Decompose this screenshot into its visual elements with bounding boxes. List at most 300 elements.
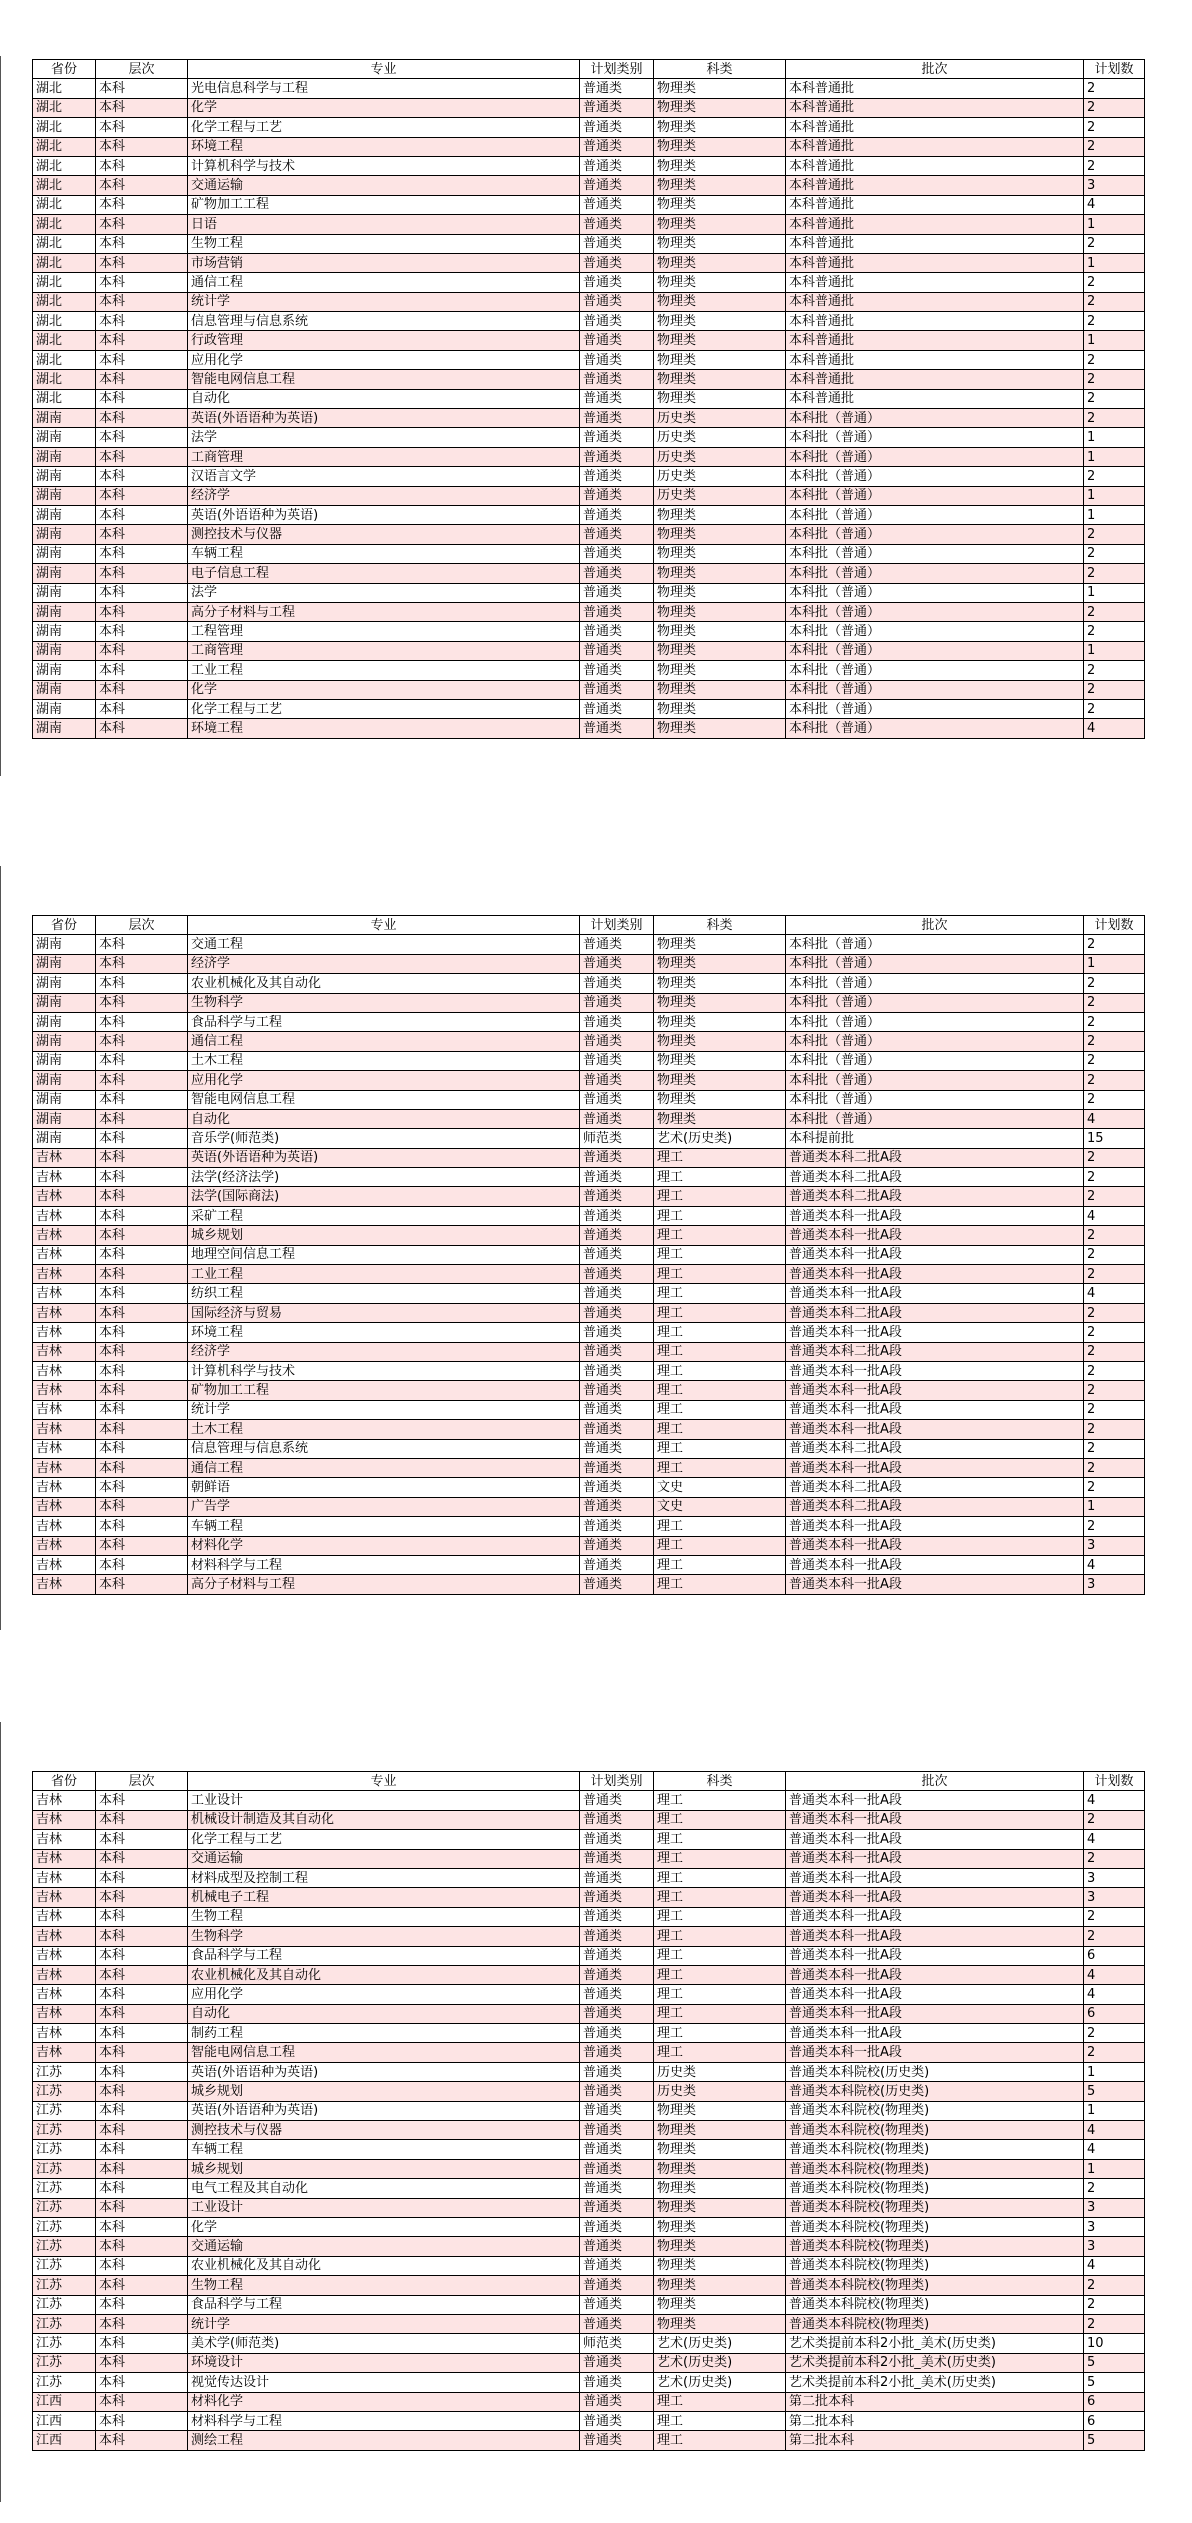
cell-plan-category: 普通类 [580, 176, 654, 195]
table-row [33, 1497, 1145, 1516]
cell-plan-category: 普通类 [580, 1420, 654, 1439]
cell-level: 本科 [96, 1284, 188, 1303]
cell-province: 湖北 [33, 79, 96, 98]
table-row [33, 564, 1145, 583]
cell-plan-category: 普通类 [580, 1090, 654, 1109]
cell-subject: 理工 [654, 1810, 786, 1829]
cell-province: 江苏 [33, 2353, 96, 2372]
cell-level: 本科 [96, 505, 188, 524]
cell-province: 湖南 [33, 428, 96, 447]
cell-batch: 本科批（普通） [786, 525, 1084, 544]
cell-level: 本科 [96, 2062, 188, 2081]
cell-province: 湖南 [33, 409, 96, 428]
table-row [33, 156, 1145, 175]
table-row [33, 993, 1145, 1012]
cell-plan-category: 普通类 [580, 1927, 654, 1946]
cell-province: 湖南 [33, 1051, 96, 1070]
cell-batch: 本科普通批 [786, 273, 1084, 292]
cell-plan-category: 普通类 [580, 98, 654, 117]
cell-major: 智能电网信息工程 [188, 2043, 580, 2062]
cell-plan-count: 2 [1084, 350, 1145, 369]
cell-batch: 普通类本科院校(物理类) [786, 2276, 1084, 2295]
cell-plan-category: 普通类 [580, 954, 654, 973]
cell-level: 本科 [96, 2276, 188, 2295]
cell-province: 吉林 [33, 1400, 96, 1419]
cell-major: 高分子材料与工程 [188, 1575, 580, 1594]
cell-major: 材料化学 [188, 1536, 580, 1555]
cell-major: 土木工程 [188, 1051, 580, 1070]
cell-province: 湖北 [33, 273, 96, 292]
sheet-page-1 [0, 38, 1192, 758]
column-header-province: 省份 [33, 1772, 96, 1791]
cell-major: 信息管理与信息系统 [188, 312, 580, 331]
cell-province: 江西 [33, 2411, 96, 2430]
cell-subject: 理工 [654, 1555, 786, 1574]
table-row [33, 1946, 1145, 1965]
cell-plan-category: 普通类 [580, 292, 654, 311]
cell-major: 环境工程 [188, 719, 580, 738]
cell-major: 矿物加工工程 [188, 1381, 580, 1400]
cell-plan-count: 2 [1084, 2043, 1145, 2062]
cell-subject: 理工 [654, 1148, 786, 1167]
cell-plan-count: 3 [1084, 1868, 1145, 1887]
cell-subject: 物理类 [654, 974, 786, 993]
cell-subject: 理工 [654, 2431, 786, 2450]
cell-subject: 物理类 [654, 2198, 786, 2217]
cell-province: 湖南 [33, 1129, 96, 1148]
cell-plan-count: 2 [1084, 1381, 1145, 1400]
cell-level: 本科 [96, 1439, 188, 1458]
table-row [33, 525, 1145, 544]
cell-batch: 普通类本科院校(物理类) [786, 2121, 1084, 2140]
column-header-subject: 科类 [654, 1772, 786, 1791]
cell-major: 工业设计 [188, 2198, 580, 2217]
cell-subject: 艺术(历史类) [654, 2373, 786, 2392]
cell-level: 本科 [96, 1265, 188, 1284]
cell-plan-count: 1 [1084, 215, 1145, 234]
cell-subject: 物理类 [654, 79, 786, 98]
cell-batch: 本科普通批 [786, 292, 1084, 311]
cell-plan-category: 普通类 [580, 1187, 654, 1206]
cell-plan-count: 4 [1084, 1830, 1145, 1849]
cell-batch: 本科普通批 [786, 79, 1084, 98]
table-row [33, 312, 1145, 331]
cell-batch: 艺术类提前本科2小批_美术(历史类) [786, 2334, 1084, 2353]
cell-plan-category: 普通类 [580, 1965, 654, 1984]
cell-plan-category: 普通类 [580, 79, 654, 98]
cell-province: 吉林 [33, 1381, 96, 1400]
table-row [33, 234, 1145, 253]
cell-level: 本科 [96, 2237, 188, 2256]
cell-subject: 理工 [654, 1439, 786, 1458]
cell-province: 吉林 [33, 1439, 96, 1458]
cell-plan-category: 普通类 [580, 2101, 654, 2120]
cell-major: 法学(经济法学) [188, 1168, 580, 1187]
cell-subject: 物理类 [654, 2256, 786, 2275]
cell-batch: 本科批（普通） [786, 1071, 1084, 1090]
cell-major: 法学 [188, 428, 580, 447]
page-edge-line [0, 1722, 1, 2502]
cell-province: 吉林 [33, 1361, 96, 1380]
cell-plan-count: 4 [1084, 1791, 1145, 1810]
cell-subject: 理工 [654, 1168, 786, 1187]
cell-major: 化学 [188, 98, 580, 117]
cell-plan-count: 2 [1084, 1265, 1145, 1284]
cell-batch: 普通类本科一批A段 [786, 1868, 1084, 1887]
column-header-batch: 批次 [786, 60, 1084, 79]
cell-plan-count: 1 [1084, 447, 1145, 466]
cell-batch: 普通类本科一批A段 [786, 1458, 1084, 1477]
cell-plan-category: 普通类 [580, 2314, 654, 2333]
cell-batch: 普通类本科一批A段 [786, 1284, 1084, 1303]
cell-plan-category: 普通类 [580, 2062, 654, 2081]
cell-batch: 普通类本科一批A段 [786, 1965, 1084, 1984]
cell-subject: 物理类 [654, 935, 786, 954]
table-row [33, 2101, 1145, 2120]
cell-level: 本科 [96, 1849, 188, 1868]
cell-plan-category: 普通类 [580, 1051, 654, 1070]
cell-subject: 理工 [654, 1284, 786, 1303]
cell-plan-category: 普通类 [580, 564, 654, 583]
cell-subject: 历史类 [654, 2062, 786, 2081]
cell-province: 湖北 [33, 253, 96, 272]
cell-batch: 本科批（普通） [786, 993, 1084, 1012]
cell-plan-count: 2 [1084, 1090, 1145, 1109]
table-row [33, 1265, 1145, 1284]
cell-batch: 普通类本科院校(物理类) [786, 2140, 1084, 2159]
table-row [33, 1400, 1145, 1419]
table-row [33, 2082, 1145, 2101]
cell-plan-count: 2 [1084, 98, 1145, 117]
cell-province: 江西 [33, 2392, 96, 2411]
column-header-plan-count: 计划数 [1084, 60, 1145, 79]
cell-subject: 理工 [654, 1517, 786, 1536]
cell-level: 本科 [96, 544, 188, 563]
cell-subject: 物理类 [654, 1090, 786, 1109]
cell-batch: 普通类本科二批A段 [786, 1168, 1084, 1187]
cell-province: 湖北 [33, 331, 96, 350]
cell-major: 统计学 [188, 292, 580, 311]
cell-plan-category: 普通类 [580, 1071, 654, 1090]
table-row [33, 2217, 1145, 2236]
cell-batch: 普通类本科二批A段 [786, 1303, 1084, 1322]
cell-level: 本科 [96, 719, 188, 738]
cell-plan-count: 2 [1084, 661, 1145, 680]
cell-plan-category: 普通类 [580, 1458, 654, 1477]
cell-batch: 本科批（普通） [786, 428, 1084, 447]
table-row [33, 2121, 1145, 2140]
cell-province: 吉林 [33, 1265, 96, 1284]
cell-province: 吉林 [33, 1168, 96, 1187]
table-row [33, 2140, 1145, 2159]
cell-plan-count: 4 [1084, 1965, 1145, 1984]
table-row [33, 137, 1145, 156]
cell-plan-count: 1 [1084, 1497, 1145, 1516]
cell-province: 江苏 [33, 2373, 96, 2392]
cell-batch: 第二批本科 [786, 2411, 1084, 2430]
cell-batch: 本科普通批 [786, 234, 1084, 253]
cell-batch: 本科批（普通） [786, 719, 1084, 738]
cell-level: 本科 [96, 176, 188, 195]
cell-plan-count: 2 [1084, 389, 1145, 408]
cell-plan-count: 2 [1084, 2179, 1145, 2198]
cell-level: 本科 [96, 583, 188, 602]
table-row [33, 1927, 1145, 1946]
table-row [33, 1071, 1145, 1090]
cell-batch: 普通类本科一批A段 [786, 1226, 1084, 1245]
cell-batch: 普通类本科一批A段 [786, 2004, 1084, 2023]
cell-province: 湖南 [33, 622, 96, 641]
cell-major: 城乡规划 [188, 2082, 580, 2101]
cell-major: 环境设计 [188, 2353, 580, 2372]
cell-province: 湖北 [33, 350, 96, 369]
cell-plan-category: 普通类 [580, 1168, 654, 1187]
cell-subject: 物理类 [654, 993, 786, 1012]
cell-level: 本科 [96, 1245, 188, 1264]
cell-plan-count: 2 [1084, 2024, 1145, 2043]
table-row [33, 1458, 1145, 1477]
cell-major: 法学(国际商法) [188, 1187, 580, 1206]
cell-plan-category: 普通类 [580, 1478, 654, 1497]
cell-major: 交通工程 [188, 935, 580, 954]
cell-batch: 普通类本科一批A段 [786, 1985, 1084, 2004]
cell-plan-category: 普通类 [580, 253, 654, 272]
cell-province: 湖北 [33, 118, 96, 137]
cell-plan-category: 普通类 [580, 2431, 654, 2450]
cell-plan-category: 普通类 [580, 1536, 654, 1555]
cell-subject: 物理类 [654, 389, 786, 408]
table-row [33, 1245, 1145, 1264]
cell-batch: 普通类本科院校(物理类) [786, 2159, 1084, 2178]
cell-plan-count: 2 [1084, 525, 1145, 544]
table-row [33, 2295, 1145, 2314]
cell-major: 英语(外语语种为英语) [188, 2101, 580, 2120]
cell-level: 本科 [96, 195, 188, 214]
cell-subject: 物理类 [654, 641, 786, 660]
cell-plan-count: 1 [1084, 2101, 1145, 2120]
cell-plan-count: 2 [1084, 312, 1145, 331]
cell-province: 吉林 [33, 1323, 96, 1342]
cell-major: 化学 [188, 680, 580, 699]
table-row [33, 1420, 1145, 1439]
cell-subject: 理工 [654, 1849, 786, 1868]
cell-major: 化学工程与工艺 [188, 1830, 580, 1849]
cell-plan-category: 普通类 [580, 680, 654, 699]
cell-subject: 理工 [654, 1381, 786, 1400]
cell-major: 广告学 [188, 1497, 580, 1516]
cell-subject: 理工 [654, 1187, 786, 1206]
cell-plan-category: 师范类 [580, 2334, 654, 2353]
cell-plan-count: 3 [1084, 2237, 1145, 2256]
cell-batch: 普通类本科二批A段 [786, 1478, 1084, 1497]
cell-plan-count: 4 [1084, 2256, 1145, 2275]
cell-major: 城乡规划 [188, 2159, 580, 2178]
cell-plan-category: 普通类 [580, 2179, 654, 2198]
table-row [33, 1830, 1145, 1849]
cell-plan-count: 2 [1084, 1051, 1145, 1070]
cell-plan-category: 普通类 [580, 2159, 654, 2178]
cell-plan-count: 2 [1084, 1148, 1145, 1167]
cell-plan-count: 5 [1084, 2082, 1145, 2101]
cell-level: 本科 [96, 2043, 188, 2062]
cell-batch: 普通类本科一批A段 [786, 1830, 1084, 1849]
cell-major: 土木工程 [188, 1420, 580, 1439]
table-row [33, 273, 1145, 292]
cell-plan-category: 普通类 [580, 525, 654, 544]
cell-batch: 本科普通批 [786, 370, 1084, 389]
cell-plan-count: 1 [1084, 641, 1145, 660]
cell-subject: 物理类 [654, 176, 786, 195]
table-row [33, 641, 1145, 660]
table-row [33, 974, 1145, 993]
cell-major: 材料科学与工程 [188, 2411, 580, 2430]
cell-batch: 普通类本科院校(物理类) [786, 2198, 1084, 2217]
cell-subject: 物理类 [654, 1109, 786, 1128]
table-row [33, 2024, 1145, 2043]
cell-level: 本科 [96, 622, 188, 641]
cell-plan-count: 4 [1084, 2140, 1145, 2159]
cell-subject: 理工 [654, 2004, 786, 2023]
cell-province: 吉林 [33, 1303, 96, 1322]
cell-plan-count: 3 [1084, 176, 1145, 195]
cell-plan-category: 普通类 [580, 1245, 654, 1264]
cell-batch: 普通类本科一批A段 [786, 1575, 1084, 1594]
cell-plan-category: 普通类 [580, 1868, 654, 1887]
table-row [33, 1810, 1145, 1829]
cell-batch: 本科普通批 [786, 156, 1084, 175]
cell-province: 吉林 [33, 1888, 96, 1907]
cell-plan-count: 2 [1084, 564, 1145, 583]
cell-plan-count: 2 [1084, 2276, 1145, 2295]
cell-batch: 普通类本科一批A段 [786, 1946, 1084, 1965]
cell-level: 本科 [96, 1032, 188, 1051]
cell-plan-count: 1 [1084, 331, 1145, 350]
cell-level: 本科 [96, 486, 188, 505]
cell-level: 本科 [96, 1946, 188, 1965]
table-row [33, 1342, 1145, 1361]
cell-level: 本科 [96, 1478, 188, 1497]
cell-major: 应用化学 [188, 1985, 580, 2004]
cell-level: 本科 [96, 273, 188, 292]
cell-plan-category: 普通类 [580, 583, 654, 602]
cell-province: 吉林 [33, 1946, 96, 1965]
cell-subject: 物理类 [654, 215, 786, 234]
cell-province: 吉林 [33, 1478, 96, 1497]
cell-batch: 普通类本科二批A段 [786, 1497, 1084, 1516]
cell-subject: 理工 [654, 1791, 786, 1810]
cell-level: 本科 [96, 935, 188, 954]
cell-province: 湖南 [33, 993, 96, 1012]
cell-plan-category: 师范类 [580, 1129, 654, 1148]
cell-major: 城乡规划 [188, 1226, 580, 1245]
cell-plan-category: 普通类 [580, 699, 654, 718]
cell-province: 湖南 [33, 1109, 96, 1128]
cell-subject: 物理类 [654, 2276, 786, 2295]
cell-batch: 本科普通批 [786, 350, 1084, 369]
cell-level: 本科 [96, 1907, 188, 1926]
cell-major: 英语(外语语种为英语) [188, 505, 580, 524]
cell-level: 本科 [96, 1458, 188, 1477]
cell-subject: 物理类 [654, 234, 786, 253]
cell-major: 朝鲜语 [188, 1478, 580, 1497]
cell-level: 本科 [96, 564, 188, 583]
cell-province: 湖北 [33, 234, 96, 253]
cell-plan-count: 2 [1084, 273, 1145, 292]
cell-province: 江苏 [33, 2062, 96, 2081]
cell-level: 本科 [96, 137, 188, 156]
cell-batch: 本科普通批 [786, 253, 1084, 272]
cell-level: 本科 [96, 2179, 188, 2198]
cell-plan-category: 普通类 [580, 1555, 654, 1574]
cell-level: 本科 [96, 1536, 188, 1555]
cell-plan-count: 2 [1084, 699, 1145, 718]
cell-plan-category: 普通类 [580, 1810, 654, 1829]
cell-level: 本科 [96, 370, 188, 389]
cell-plan-count: 2 [1084, 1187, 1145, 1206]
cell-subject: 艺术(历史类) [654, 2334, 786, 2353]
cell-province: 吉林 [33, 2004, 96, 2023]
cell-plan-count: 3 [1084, 1888, 1145, 1907]
cell-subject: 物理类 [654, 1012, 786, 1031]
cell-major: 环境工程 [188, 1323, 580, 1342]
cell-major: 智能电网信息工程 [188, 370, 580, 389]
cell-level: 本科 [96, 253, 188, 272]
cell-plan-category: 普通类 [580, 1439, 654, 1458]
column-header-batch: 批次 [786, 1772, 1084, 1791]
cell-major: 电子信息工程 [188, 564, 580, 583]
cell-level: 本科 [96, 1497, 188, 1516]
cell-level: 本科 [96, 2159, 188, 2178]
cell-province: 吉林 [33, 1458, 96, 1477]
cell-batch: 本科批（普通） [786, 661, 1084, 680]
cell-level: 本科 [96, 641, 188, 660]
cell-level: 本科 [96, 331, 188, 350]
cell-level: 本科 [96, 993, 188, 1012]
cell-batch: 普通类本科院校(物理类) [786, 2256, 1084, 2275]
table-row [33, 2179, 1145, 2198]
column-header-plan-category: 计划类别 [580, 916, 654, 935]
cell-level: 本科 [96, 2431, 188, 2450]
cell-plan-category: 普通类 [580, 2373, 654, 2392]
cell-level: 本科 [96, 1400, 188, 1419]
table-row [33, 215, 1145, 234]
cell-major: 工程管理 [188, 622, 580, 641]
cell-batch: 本科批（普通） [786, 1051, 1084, 1070]
cell-level: 本科 [96, 1810, 188, 1829]
cell-subject: 理工 [654, 1420, 786, 1439]
cell-level: 本科 [96, 156, 188, 175]
cell-subject: 物理类 [654, 954, 786, 973]
cell-plan-category: 普通类 [580, 234, 654, 253]
table-row [33, 1206, 1145, 1225]
cell-province: 江苏 [33, 2276, 96, 2295]
cell-level: 本科 [96, 1361, 188, 1380]
cell-major: 计算机科学与技术 [188, 156, 580, 175]
cell-major: 自动化 [188, 1109, 580, 1128]
cell-batch: 本科批（普通） [786, 602, 1084, 621]
cell-level: 本科 [96, 1965, 188, 1984]
cell-subject: 理工 [654, 1245, 786, 1264]
cell-subject: 物理类 [654, 505, 786, 524]
cell-batch: 普通类本科二批A段 [786, 1439, 1084, 1458]
table-row [33, 2314, 1145, 2333]
cell-plan-category: 普通类 [580, 428, 654, 447]
cell-batch: 普通类本科一批A段 [786, 1381, 1084, 1400]
cell-level: 本科 [96, 954, 188, 973]
cell-major: 车辆工程 [188, 1517, 580, 1536]
cell-subject: 物理类 [654, 1051, 786, 1070]
cell-subject: 理工 [654, 1927, 786, 1946]
